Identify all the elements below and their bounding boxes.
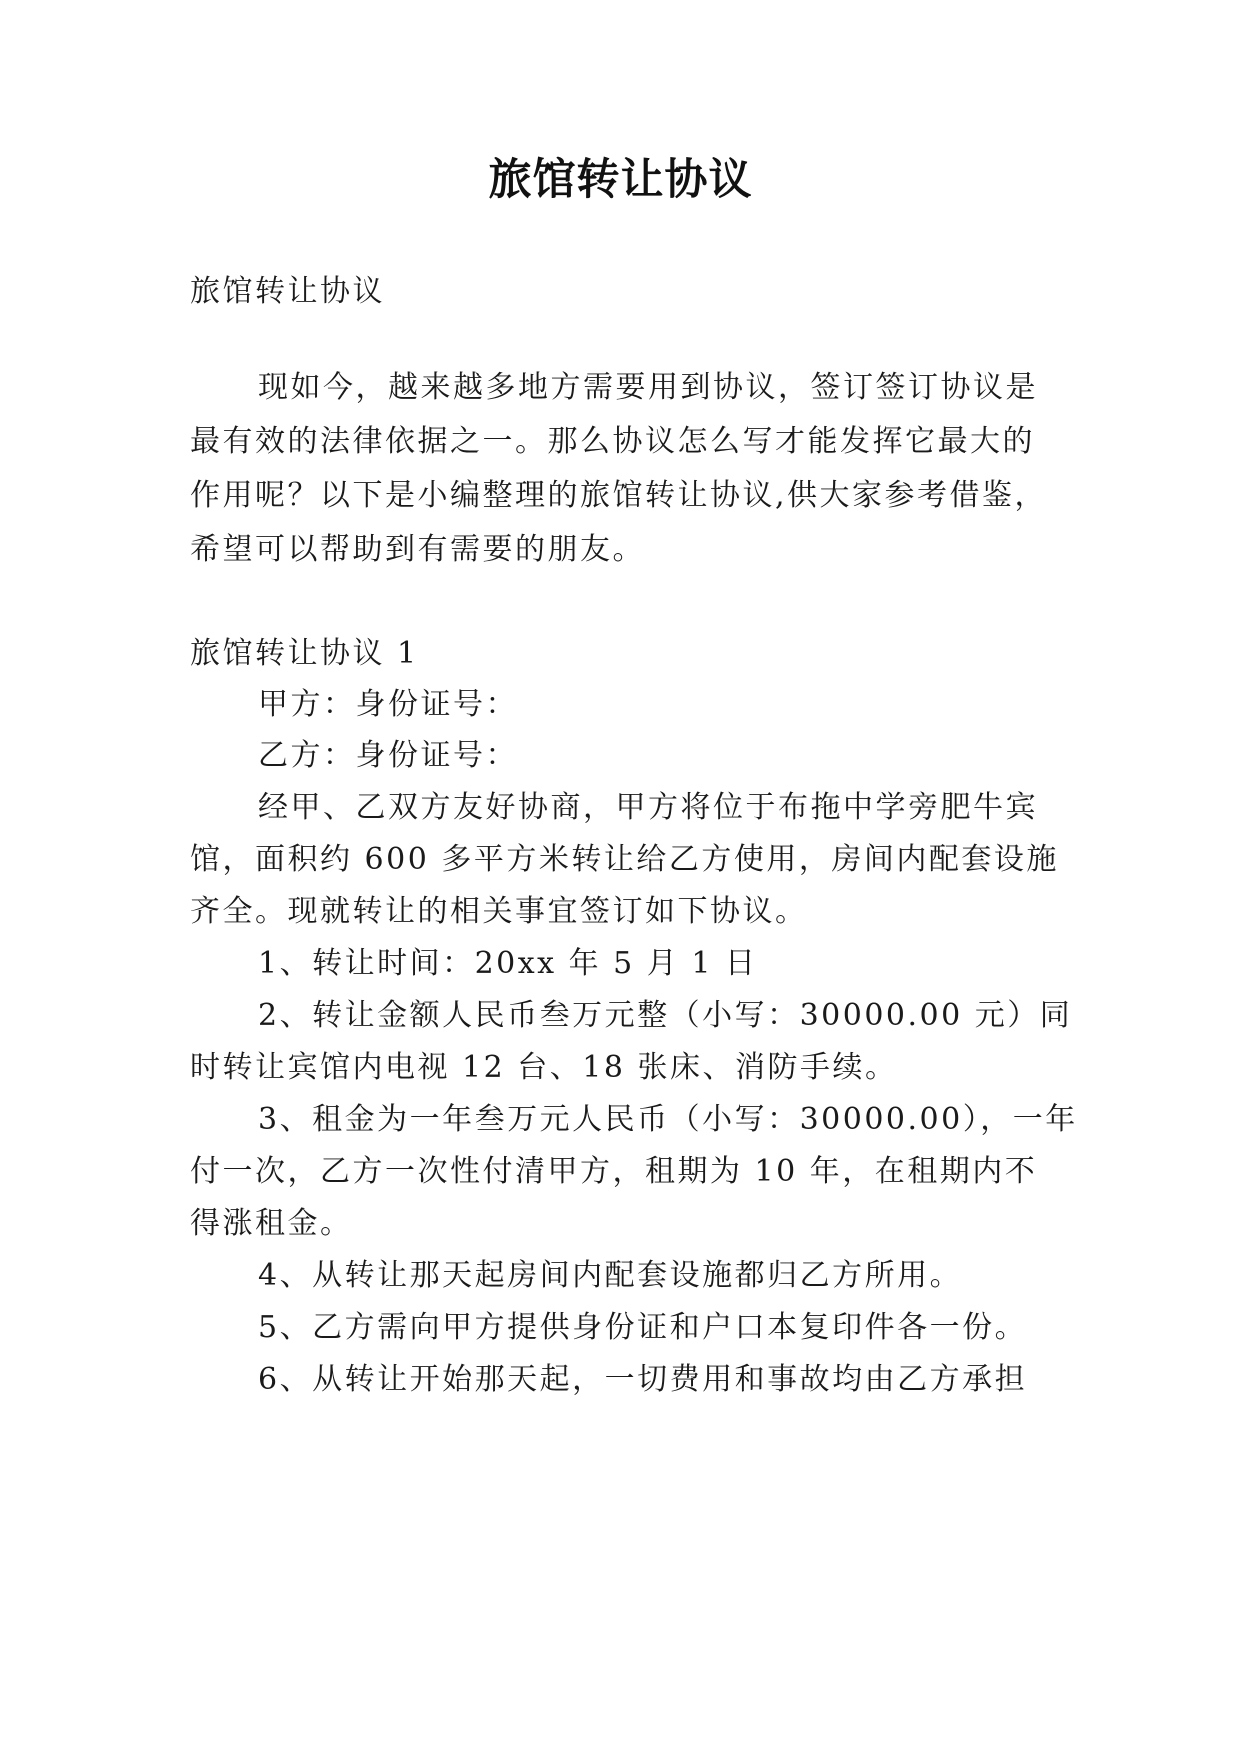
- preamble-line-3: 齐全。现就转让的相关事宜签订如下协议。: [190, 894, 808, 929]
- clause-1: 1、转让时间：20xx 年 5 月 1 日: [258, 946, 758, 981]
- clause-6: 6、从转让开始那天起，一切费用和事故均由乙方承担: [258, 1362, 1028, 1397]
- clause-2-line-1: 2、转让金额人民币叁万元整（小写：30000.00 元）同: [258, 998, 1073, 1033]
- intro-line-1: 现如今，越来越多地方需要用到协议，签订签订协议是: [258, 370, 1038, 405]
- intro-line-3: 作用呢？以下是小编整理的旅馆转让协议,供大家参考借鉴，: [190, 478, 1048, 513]
- clause-5: 5、乙方需向甲方提供身份证和户口本复印件各一份。: [258, 1310, 1028, 1345]
- party-a-line: 甲方：身份证号：: [258, 687, 518, 722]
- clause-4: 4、从转让那天起房间内配套设施都归乙方所用。: [258, 1258, 963, 1293]
- intro-line-4: 希望可以帮助到有需要的朋友。: [190, 532, 645, 567]
- document-subtitle: 旅馆转让协议: [190, 274, 385, 309]
- preamble-line-2: 馆，面积约 600 多平方米转让给乙方使用，房间内配套设施: [190, 842, 1059, 877]
- document-title: 旅馆转让协议: [488, 155, 753, 205]
- party-b-line: 乙方：身份证号：: [258, 738, 518, 773]
- clause-3-line-1: 3、租金为一年叁万元人民币（小写：30000.00），一年: [258, 1102, 1078, 1137]
- preamble-line-1: 经甲、乙双方友好协商，甲方将位于布拖中学旁肥牛宾: [258, 790, 1038, 825]
- clause-3-line-2: 付一次，乙方一次性付清甲方，租期为 10 年，在租期内不: [190, 1154, 1038, 1189]
- intro-line-2: 最有效的法律依据之一。那么协议怎么写才能发挥它最大的: [190, 424, 1035, 459]
- clause-2-line-2: 时转让宾馆内电视 12 台、18 张床、消防手续。: [190, 1050, 898, 1085]
- clause-3-line-3: 得涨租金。: [190, 1206, 353, 1241]
- section-heading: 旅馆转让协议 1: [190, 636, 419, 671]
